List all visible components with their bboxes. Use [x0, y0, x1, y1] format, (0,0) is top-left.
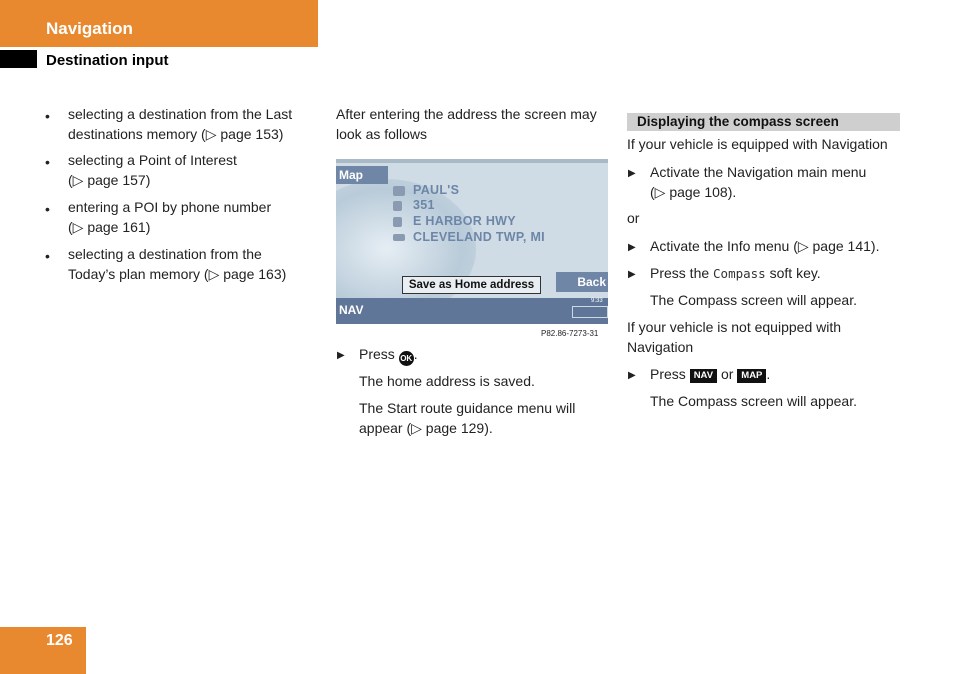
step-arrow-icon: ▶ — [628, 370, 636, 381]
result-text: The Compass screen will appear. — [650, 292, 857, 308]
step-text: Activate the Info menu (▷ page 141). — [650, 238, 880, 254]
page-number: 126 — [46, 632, 73, 649]
house-number-icon — [393, 201, 402, 211]
press-ok-step: Press OK . — [359, 345, 418, 366]
ok-key-icon: OK — [399, 351, 414, 366]
result-text: The Start route guidance menu will appear (▷ page 129). — [359, 400, 576, 436]
list-item: entering a POI by phone number (▷ page 161) — [68, 199, 272, 235]
condition-text: If your vehicle is not equipped with Navigation — [627, 319, 842, 355]
image-reference: P82.86-7273-31 — [541, 329, 599, 338]
subsection-title: Destination input — [46, 52, 169, 69]
nav-status-bar — [336, 298, 608, 324]
subsection-marker — [0, 50, 37, 68]
name-icon — [393, 186, 405, 196]
list-item: selecting a destination from the Today’s plan memory (▷ page 163) — [68, 246, 287, 282]
page-number-box — [0, 627, 86, 674]
street-icon — [393, 217, 402, 227]
screen-line: PAUL'S — [413, 183, 460, 197]
screen-intro: After entering the address the screen may look as follows — [336, 106, 597, 142]
back-soft-key: Back — [556, 272, 608, 292]
result-text: The Compass screen will appear. — [650, 393, 857, 409]
bullet-dot: • — [45, 201, 50, 217]
screen-line: E HARBOR HWY — [413, 214, 516, 228]
screen-line: CLEVELAND TWP, MI — [413, 230, 545, 244]
nav-key-icon: NAV — [690, 369, 717, 383]
list-item: selecting a destination from the Last destinations memory (▷ page 153) — [68, 106, 293, 142]
city-icon — [393, 234, 405, 241]
screen-line: 351 — [413, 198, 435, 212]
compass-soft-key-label: Compass — [713, 266, 766, 281]
bullet-dot: • — [45, 108, 50, 124]
step-arrow-icon: ▶ — [337, 350, 345, 361]
step-arrow-icon: ▶ — [628, 168, 636, 179]
bullet-dot: • — [45, 248, 50, 264]
save-home-address-button: Save as Home address — [402, 276, 541, 294]
screen-top-bar — [336, 159, 608, 163]
map-soft-key: Map — [336, 166, 388, 184]
map-key-icon: MAP — [737, 369, 766, 383]
compass-section-title: Displaying the compass screen — [637, 114, 839, 129]
or-text: or — [627, 210, 640, 226]
step-arrow-icon: ▶ — [628, 269, 636, 280]
navigation-screen-image — [336, 159, 608, 324]
clock-display: 9:33 — [591, 298, 603, 304]
step-text: Activate the Navigation main menu (▷ page 108). — [650, 164, 867, 200]
section-title: Navigation — [46, 19, 133, 38]
nav-label: NAV — [339, 303, 364, 317]
step-text: Press NAV or MAP . — [650, 366, 771, 382]
signal-icon — [572, 306, 608, 318]
bullet-dot: • — [45, 154, 50, 170]
condition-text: If your vehicle is equipped with Navigation — [627, 136, 888, 152]
list-item: selecting a Point of Interest (▷ page 157) — [68, 152, 237, 188]
step-text: Press the Compass soft key. — [650, 265, 821, 281]
step-arrow-icon: ▶ — [628, 242, 636, 253]
result-text: The home address is saved. — [359, 373, 535, 389]
